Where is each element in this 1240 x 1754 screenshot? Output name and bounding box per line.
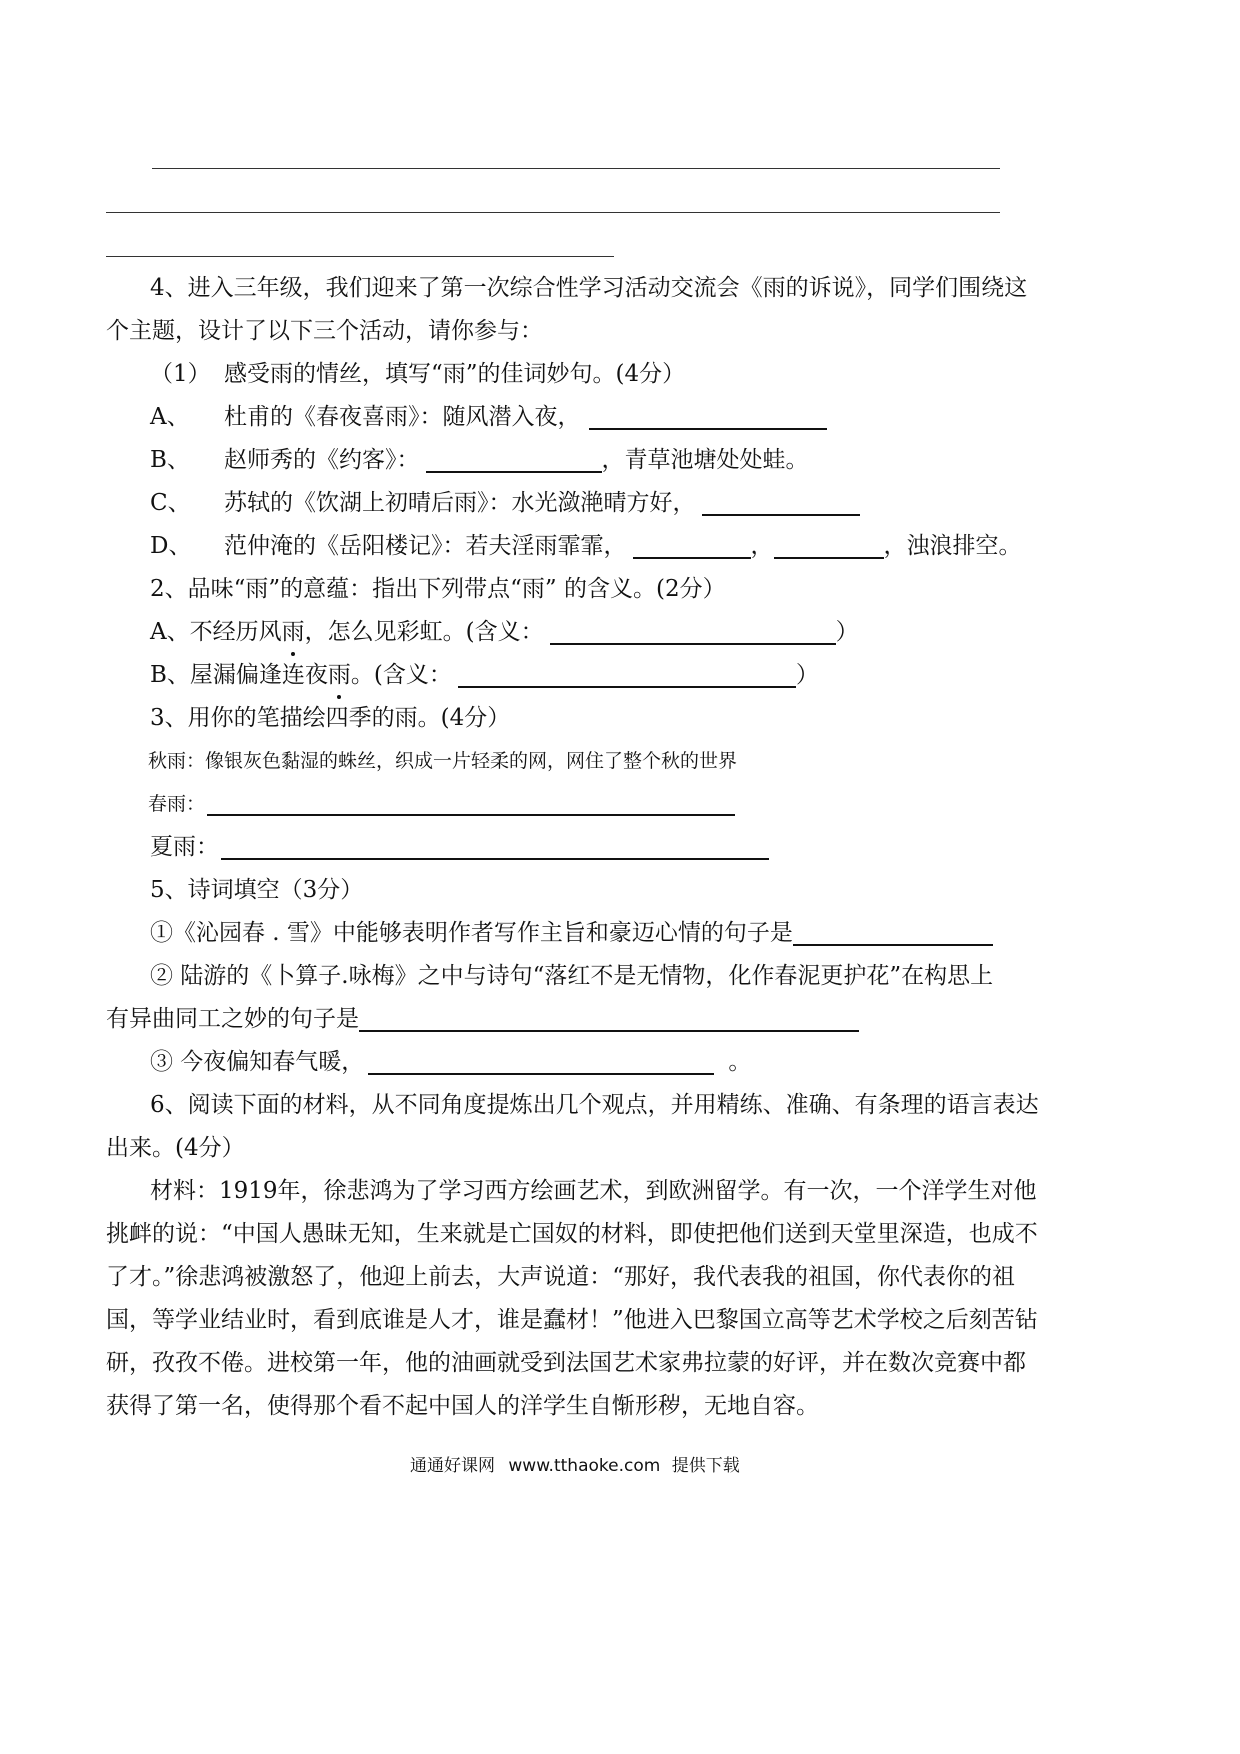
item-c: 苏轼的《饮湖上初晴后雨》：水光潋滟晴方好， bbox=[224, 487, 860, 519]
q5-item2: ② 陆游的《卜算子.咏梅》之中与诗句“落红不是无情物，化作春泥更护花”在构思上 bbox=[150, 963, 994, 989]
q6-title-cont: 出来。(4分） bbox=[106, 1135, 245, 1161]
q5-item2-cont: 有异曲同工之妙的句子是 bbox=[106, 1003, 859, 1035]
blank-summer[interactable] bbox=[221, 836, 769, 860]
q6-material-line: 获得了第一名，使得那个看不起中国人的洋学生自惭形秽，无地自容。 bbox=[106, 1393, 819, 1419]
q4-intro: 4、进入三年级，我们迎来了第一次综合性学习活动交流会《雨的诉说》，同学们围绕这 bbox=[150, 275, 1028, 301]
q4-part1-number: （1） bbox=[150, 361, 211, 387]
q6-material-line: 了才。”徐悲鸿被激怒了，他迎上前去，大声说道：“那好，我代表我的祖国，你代表你的祖 bbox=[106, 1264, 1016, 1290]
q6-material-line: 挑衅的说：“中国人愚昧无知，生来就是亡国奴的材料，即使把他们送到天堂里深造，也成不 bbox=[106, 1221, 1038, 1247]
item-d: 范仲淹的《岳阳楼记》：若夫淫雨霏霏， ， ，浊浪排空。 bbox=[224, 533, 1022, 559]
blank-q5-3[interactable] bbox=[368, 1051, 714, 1075]
dotted-character: 雨 bbox=[282, 616, 305, 648]
q6-material-line: 国，等学业结业时，看到底谁是人才，谁是蠢材！”他进入巴黎国立高等艺术学校之后刻苦钻 bbox=[106, 1307, 1038, 1333]
item-c-label: C、 bbox=[150, 490, 191, 516]
blank-b[interactable] bbox=[426, 449, 602, 473]
q4-part3-title: 3、用你的笔描绘四季的雨。(4分） bbox=[150, 705, 511, 731]
item-b-label: B、 bbox=[150, 447, 190, 473]
footer-url[interactable]: www.tthaoke.com bbox=[508, 1456, 661, 1476]
q4-part1-title: 感受雨的情丝，填写“雨”的佳词妙句。(4分） bbox=[224, 361, 686, 387]
autumn-rain-example: 秋雨：像银灰色黏湿的蛛丝，织成一片轻柔的网，网住了整个秋的世界 bbox=[148, 750, 738, 772]
blank-meaning-a[interactable] bbox=[550, 621, 836, 645]
blank-d2[interactable] bbox=[774, 535, 884, 559]
answer-line[interactable] bbox=[106, 212, 1000, 213]
q4-intro-cont: 个主题，设计了以下三个活动，请你参与： bbox=[106, 318, 543, 344]
footer-site-name: 通通好课网 bbox=[410, 1456, 495, 1476]
page-footer bbox=[410, 1455, 740, 1477]
summer-rain: 夏雨： bbox=[150, 831, 769, 863]
blank-spring[interactable] bbox=[207, 792, 735, 816]
q5-title: 5、诗词填空（3分） bbox=[150, 877, 364, 903]
q6-material-line: 材料：1919年，徐悲鸿为了学习西方绘画艺术，到欧洲留学。有一次，一个洋学生对他 bbox=[150, 1178, 1037, 1204]
spring-rain: 春雨： bbox=[148, 788, 735, 820]
q6-title: 6、阅读下面的材料，从不同角度提炼出几个观点，并用精练、准确、有条理的语言表达 bbox=[150, 1092, 1039, 1118]
answer-line[interactable] bbox=[152, 168, 1000, 169]
blank-d1[interactable] bbox=[633, 535, 751, 559]
answer-line[interactable] bbox=[106, 256, 614, 257]
q4-part2-a: A、不经历风雨 ，怎么见彩虹。(含义： ） bbox=[150, 616, 859, 648]
blank-q5-2[interactable] bbox=[359, 1008, 859, 1032]
q4-part2-b: B、屋漏偏逢连夜雨 。(含义： ） bbox=[150, 659, 819, 691]
q5-item1: ①《沁园春 . 雪》中能够表明作者写作主旨和豪迈心情的句子是 bbox=[150, 917, 993, 949]
q5-item3: ③ 今夜偏知春气暖， 。 bbox=[150, 1049, 752, 1075]
blank-a[interactable] bbox=[589, 406, 827, 430]
item-d-label: D、 bbox=[150, 533, 192, 559]
footer-tail: 提供下载 bbox=[671, 1456, 740, 1476]
q4-part2-title: 2、品味“雨”的意蕴：指出下列带点“雨” 的含义。(2分） bbox=[150, 576, 726, 602]
blank-q5-1[interactable] bbox=[793, 922, 993, 946]
item-b: 赵师秀的《约客》： ，青草池塘处处蛙。 bbox=[224, 447, 809, 473]
blank-meaning-b[interactable] bbox=[458, 664, 796, 688]
item-a-label: A、 bbox=[150, 404, 190, 430]
dotted-character: 雨 bbox=[328, 659, 351, 691]
item-a: 杜甫的《春夜喜雨》：随风潜入夜， bbox=[224, 401, 827, 433]
q6-material-line: 研，孜孜不倦。进校第一年，他的油画就受到法国艺术家弗拉蒙的好评，并在数次竞赛中都 bbox=[106, 1350, 1026, 1376]
blank-c[interactable] bbox=[702, 492, 860, 516]
